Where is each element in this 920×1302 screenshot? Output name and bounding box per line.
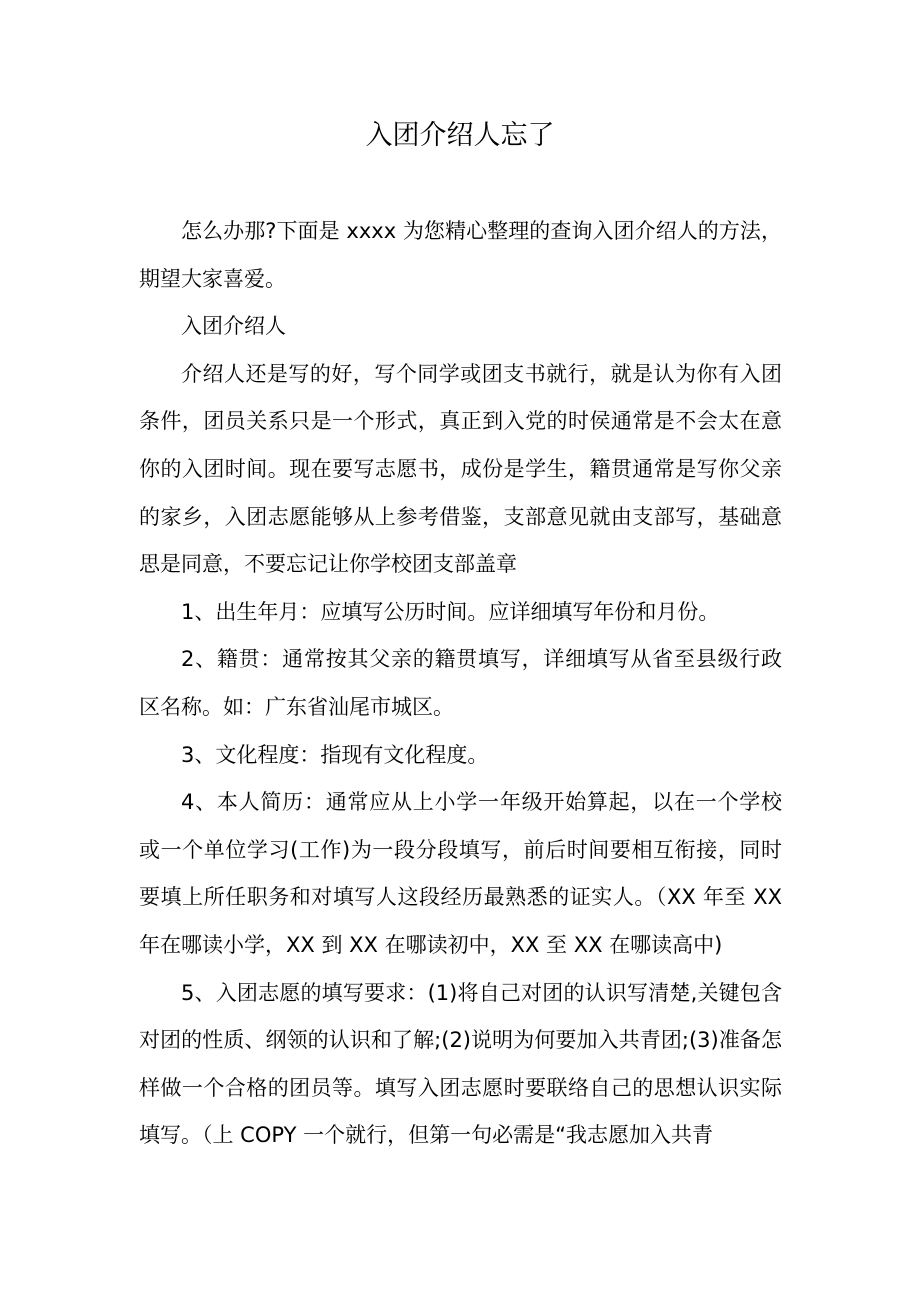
document-title: 入团介绍人忘了 (365, 120, 555, 151)
paragraph-intro: 怎么办那?下面是 xxxx 为您精心整理的查询入团介绍人的方法，期望大家喜爱。 (139, 219, 782, 291)
document-body (139, 208, 782, 1160)
paragraph-heading: 入团介绍人 (181, 314, 286, 339)
paragraph-item-5: 5、入团志愿的填写要求：(1)将自己对团的认识写清楚,关键包含对团的性质、纲领的认识和了解;(2)说明为何要加入共青团;(3)准备怎样做一个合格的团员等。填写入团志愿时要联络自己的思想认识实际填写。（上 COPY 一个就行，但第一句必需是“我志愿加入共青 (139, 980, 782, 1148)
paragraph-item-4: 4、本人简历：通常应从上小学一年级开始算起，以在一个学校或一个单位学习(工作)为一段分段填写，前后时间要相互衔接，同时要填上所任职务和对填写人这段经历最熟悉的证实人。（XX 年至 XX 年在哪读小学，XX 到 XX 在哪读初中，XX 至 XX 在哪读高中) (139, 790, 782, 957)
paragraph-item-1: 1、出生年月：应填写公历时间。应详细填写年份和月份。 (181, 599, 720, 624)
paragraph-introducer: 介绍人还是写的好，写个同学或团支书就行，就是认为你有入团条件，团员关系只是一个形式，真正到入党的时侯通常是不会太在意你的入团时间。现在要写志愿书，成份是学生，籍贯通常是写你父亲的家乡，入团志愿能够从上参考借鉴，支部意见就由支部写，基础意思是同意，不要忘记让你学校团支部盖章 (139, 361, 782, 577)
paragraph-item-3: 3、文化程度：指现有文化程度。 (181, 742, 489, 767)
paragraph-item-2: 2、籍贯：通常按其父亲的籍贯填写，详细填写从省至县级行政区名称。如：广东省汕尾市城区。 (139, 647, 782, 719)
